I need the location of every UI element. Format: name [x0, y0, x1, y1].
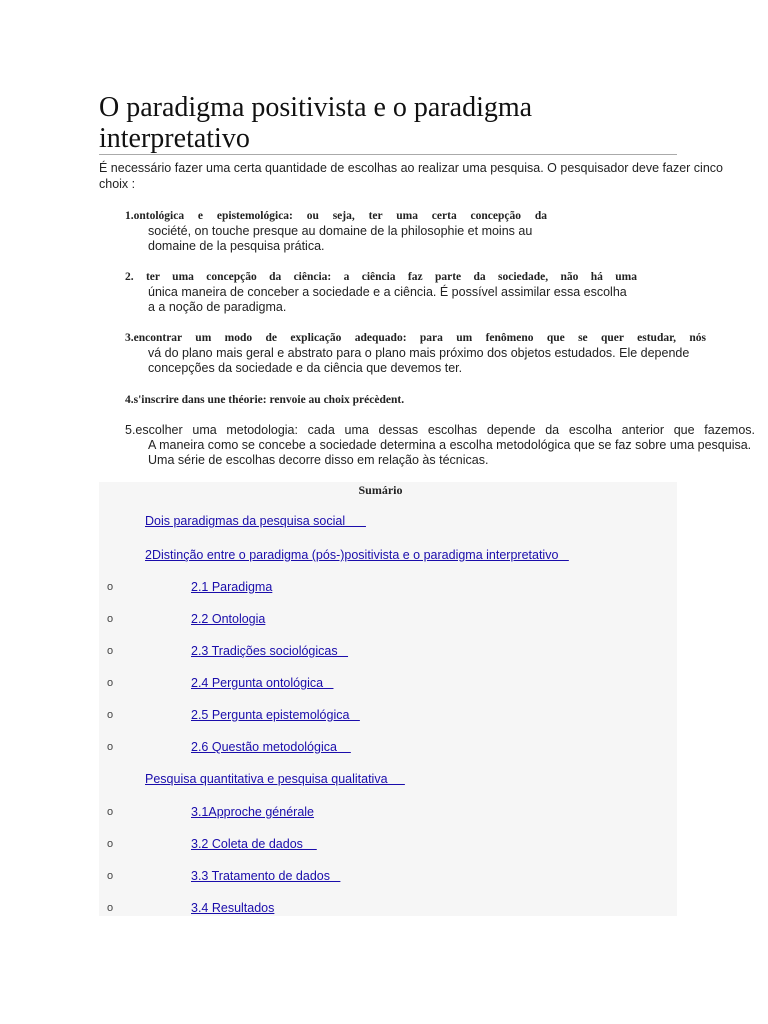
choice-item-2-text: única maneira de conceber a sociedade e a ciência. É possível assimilar essa escolha a a noção de paradigma.	[148, 285, 627, 314]
toc-entry	[145, 547, 569, 563]
toc-entry-link[interactable]: 3.1Approche générale	[191, 805, 315, 819]
toc-entry	[191, 868, 340, 884]
choice-item-1-heading: 1.ontológica e epistemológica: ou seja, ter uma certa concepção da	[125, 210, 547, 222]
toc-entry-link[interactable]: Dois paradigmas da pesquisa social	[145, 514, 366, 528]
toc-entry-link[interactable]: 2.3 Tradições sociológicas	[191, 644, 349, 658]
toc-circle-bullet-icon: o	[107, 838, 114, 850]
toc-entry	[191, 739, 351, 755]
choice-item-5-text: A maneira como se concebe a sociedade determina a escolha metodológica que se faz sobre uma pesquisa. Uma série de escolhas decorre disso em relação às técnicas.	[148, 438, 752, 467]
toc-entry-link[interactable]: 2.1 Paradigma	[191, 580, 273, 594]
toc-entry-link[interactable]: 3.4 Resultados	[191, 901, 275, 915]
toc-circle-bullet-icon: o	[107, 709, 114, 721]
intro-paragraph: É necessário fazer uma certa quantidade de escolhas ao realizar uma pesquisa. O pesquisador deve fazer cinco choix :	[99, 161, 723, 191]
toc-circle-bullet-icon: o	[107, 581, 114, 593]
toc-entry	[191, 804, 314, 820]
toc-title: Sumário	[358, 483, 403, 497]
choice-item-4-heading: 4.s'inscrire dans une théorie: renvoie au choix précèdent.	[125, 394, 405, 406]
choice-item-2	[125, 270, 637, 315]
toc-circle-bullet-icon: o	[107, 645, 114, 657]
toc-entry	[191, 900, 274, 916]
toc-marker-gutter	[72, 509, 99, 533]
toc-entry	[191, 707, 360, 723]
toc-entry-link[interactable]: Pesquisa quantitativa e pesquisa qualitativa	[145, 772, 405, 786]
title-divider	[99, 154, 677, 155]
toc-entry	[145, 771, 405, 787]
choice-item-3-heading: 3.encontrar um modo de explicação adequado: para um fenômeno que se quer estudar, nós	[125, 332, 706, 344]
toc-circle-bullet-icon: o	[107, 741, 114, 753]
document-title: O paradigma positivista e o paradigma interpretativo	[99, 92, 533, 154]
toc-circle-bullet-icon: o	[107, 806, 114, 818]
toc-entry-link[interactable]: 2.6 Questão metodológica	[191, 740, 351, 754]
toc-marker-gutter	[72, 543, 99, 567]
toc-circle-bullet-icon: o	[107, 870, 114, 882]
toc-entry-link[interactable]: 2.2 Ontologia	[191, 612, 266, 626]
toc-entry	[145, 513, 366, 529]
choice-item-3-text: vá do plano mais geral e abstrato para o plano mais próximo dos objetos estudados. Ele depende concepções da sociedade e da ciência que devemos ter.	[148, 346, 690, 375]
toc-entry	[191, 836, 317, 852]
toc-entry-link[interactable]: 2.4 Pergunta ontológica	[191, 676, 334, 690]
toc-entry	[191, 611, 265, 627]
choice-item-5	[125, 423, 755, 468]
toc-entry-link[interactable]: 3.2 Coleta de dados	[191, 837, 317, 851]
toc-entry-link[interactable]: 2.5 Pergunta epistemológica	[191, 708, 360, 722]
choice-item-2-heading: 2. ter uma concepção da ciência: a ciência faz parte da sociedade, não há uma	[125, 271, 637, 283]
toc-entry-link[interactable]: 2Distinção entre o paradigma (pós-)positivista e o paradigma interpretativo	[145, 548, 569, 562]
toc-entry	[191, 643, 348, 659]
choice-item-3	[125, 331, 706, 376]
toc-entry	[191, 675, 333, 691]
choice-item-1-text: société, on touche presque au domaine de la philosophie et moins au domaine de la pesquisa prática.	[148, 224, 533, 253]
toc-marker-gutter	[72, 767, 99, 791]
choice-item-1	[125, 209, 547, 254]
toc-entry	[191, 579, 272, 595]
toc-circle-bullet-icon: o	[107, 613, 114, 625]
toc-entry-link[interactable]: 3.3 Tratamento de dados	[191, 869, 341, 883]
choice-item-4	[125, 393, 485, 408]
toc-circle-bullet-icon: o	[107, 677, 114, 689]
choice-item-5-heading: 5.escolher uma metodologia: cada uma dessas escolhas depende da escolha anterior que fazemos.	[125, 423, 755, 437]
toc-circle-bullet-icon: o	[107, 902, 114, 914]
